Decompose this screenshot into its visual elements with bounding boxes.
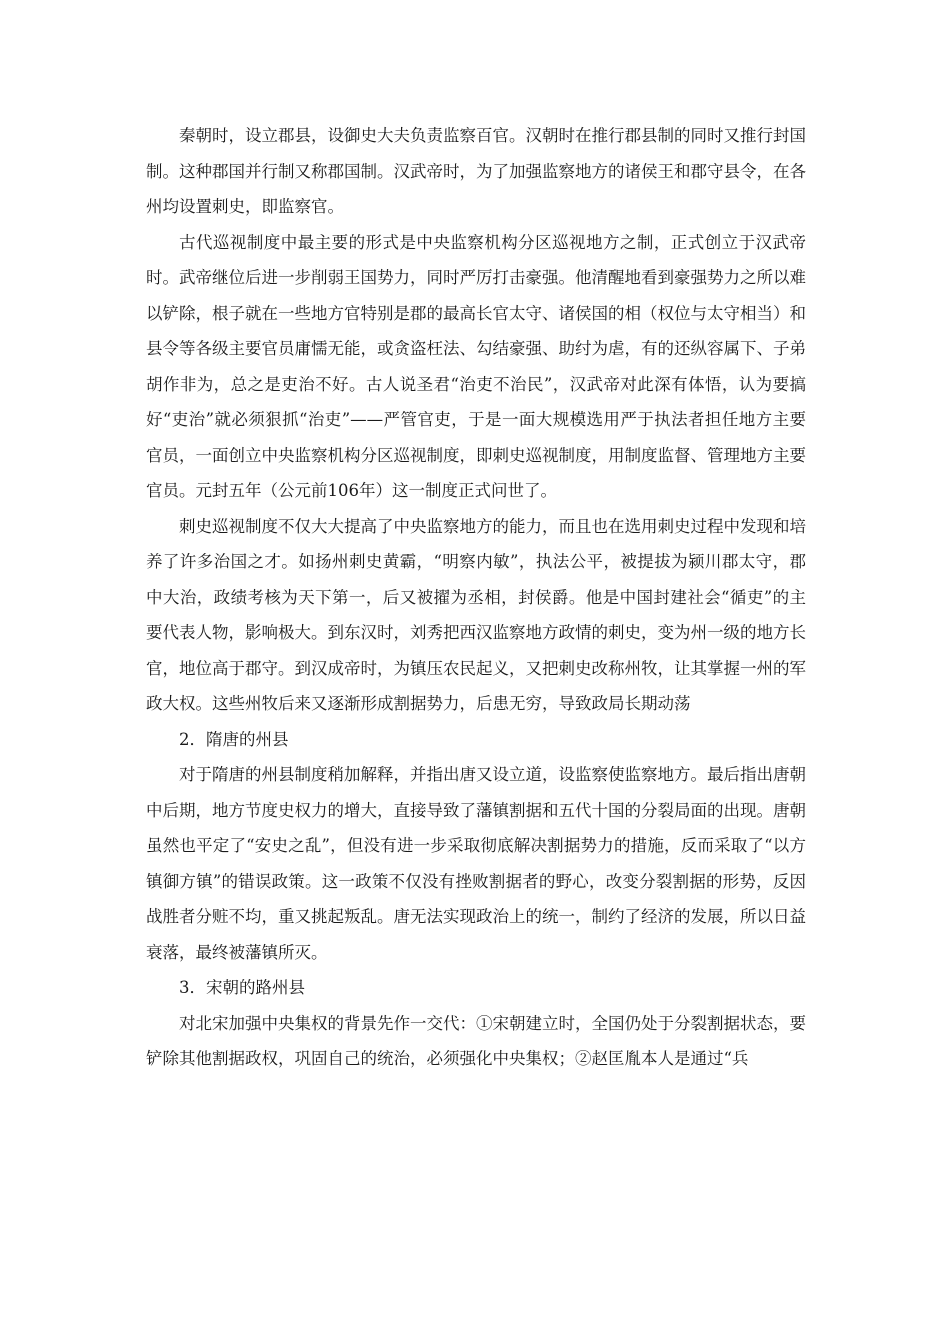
paragraph-song-background: 对北宋加强中央集权的背景先作一交代：①宋朝建立时，全国仍处于分裂割据状态，要铲除其他割据政权，巩固自己的统治，必须强化中央集权；②赵匡胤本人是通过“兵 [146, 1013, 806, 1068]
paragraph-inspection-system: 古代巡视制度中最主要的形式是中央监察机构分区巡视地方之制，正式创立于汉武帝时。武帝继位后进一步削弱王国势力，同时严厉打击豪强。他清醒地看到豪强势力之所以难以铲除，根子就在一些地方官特别是郡的最高长官太守、诸侯国的相（权位与太守相当）和县令等各级主要官员庸懦无能，或贪盗枉法、勾结豪强、助纣为虐，有的还纵容属下、子弟胡作非为，总之是吏治不好。古人说圣君“治吏不治民”，汉武帝对此深有体悟，认为要搞好“吏治”就必须狠抓“治吏”——严管官吏，于是一面大规模选用严于执法者担任地方主要官员，一面创立中央监察机构分区巡视制度，即刺史巡视制度，用制度监督、管理地方主要官员。元封五年（公元前106年）这一制度正式问世了。 [146, 232, 806, 500]
document-page [146, 118, 806, 1077]
paragraph-qin-han-commandery: 秦朝时，设立郡县，设御史大夫负责监察百官。汉朝时在推行郡县制的同时又推行封国制。这种郡国并行制又称郡国制。汉武帝时，为了加强监察地方的诸侯王和郡守县令，在各州均设置刺史，即监察官。 [146, 126, 806, 216]
section-heading-sui-tang: 2．隋唐的州县 [179, 729, 289, 749]
paragraph-sui-tang-prefecture: 对于隋唐的州县制度稍加解释，并指出唐又设立道，设监察使监察地方。最后指出唐朝中后期，地方节度史权力的增大，直接导致了藩镇割据和五代十国的分裂局面的出现。唐朝虽然也平定了“安史之乱”，但没有进一步采取彻底解决割据势力的措施，反而采取了“以方镇御方镇”的错误政策。这一政策不仅没有挫败割据者的野心，改变分裂割据的形势，反因战胜者分赃不均，重又挑起叛乱。唐无法实现政治上的统一，制约了经济的发展，所以日益衰落，最终被藩镇所灭。 [146, 765, 806, 962]
section-heading-song: 3．宋朝的路州县 [179, 978, 305, 997]
paragraph-cishi-system: 刺史巡视制度不仅大大提高了中央监察地方的能力，而且也在选用刺史过程中发现和培养了许多治国之才。如扬州刺史黄霸，“明察内敏”，执法公平，被提拔为颍川郡太守，郡中大治，政绩考核为天下第一，后又被擢为丞相，封侯爵。他是中国封建社会“循吏”的主要代表人物，影响极大。到东汉时，刘秀把西汉监察地方政情的刺史，变为州一级的地方长官，地位高于郡守。到汉成帝时，为镇压农民起义，又把刺史改称州牧，让其掌握一州的军政大权。这些州牧后来又逐渐形成割据势力，后患无穷，导致政局长期动荡 [146, 516, 806, 713]
